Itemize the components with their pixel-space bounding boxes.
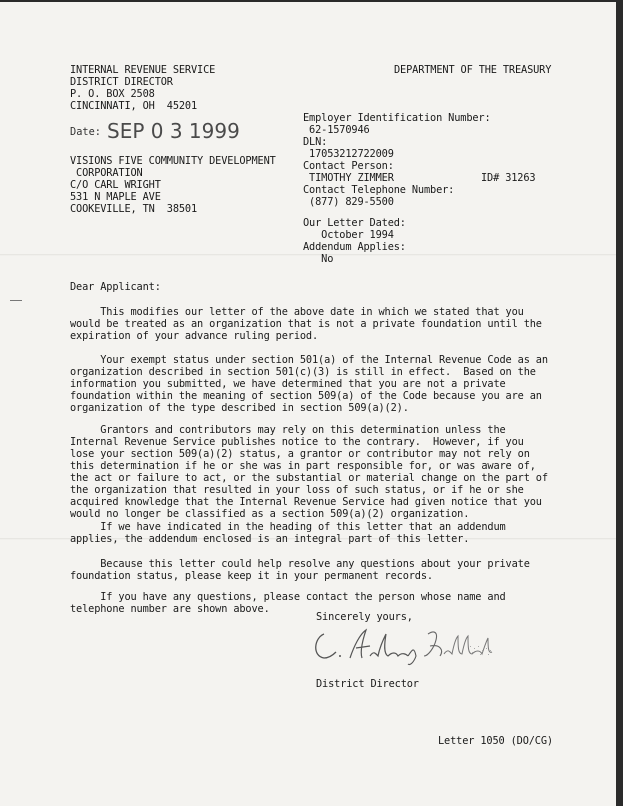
contact-id: ID# 31263	[481, 172, 536, 184]
closing-text: Sincerely yours,	[316, 611, 413, 623]
dln-value: 17053212722009	[303, 148, 394, 160]
sender-line: P. O. BOX 2508	[70, 88, 155, 100]
contact-value: TIMOTHY ZIMMER	[303, 172, 394, 184]
paragraph: This modifies our letter of the above date in which we stated that you would be treated as an organization that is not a private foundation until the expiration of your advance ruling period.	[70, 306, 542, 342]
sender-line: CINCINNATI, OH 45201	[70, 100, 198, 112]
sender-line: INTERNAL REVENUE SERVICE	[70, 64, 216, 76]
letter-page	[0, 2, 616, 806]
date-label: Date:	[70, 126, 101, 138]
recipient-line: CORPORATION	[70, 167, 143, 179]
phone-label: Contact Telephone Number:	[303, 184, 455, 196]
letter-dated-value: October 1994	[303, 229, 394, 241]
paragraph: If we have indicated in the heading of this letter that an addendum applies, the addendum enclosed is an integral part of this letter.	[70, 521, 506, 545]
margin-mark	[10, 300, 22, 301]
dln-label: DLN:	[303, 136, 328, 148]
letter-dated-label: Our Letter Dated:	[303, 217, 406, 229]
salutation: Dear Applicant:	[70, 281, 161, 293]
recipient-line: 531 N MAPLE AVE	[70, 191, 161, 203]
recipient-line: C/O CARL WRIGHT	[70, 179, 161, 191]
addendum-value: No	[303, 253, 334, 265]
paragraph: Your exempt status under section 501(a) of the Internal Revenue Code as an organization described in section 501(c)(3) is still in effect. Based on the information you submitted, we have determined that you are not a private foundation within the meaning of section 509(a) of the Code because you are an organization of the type described in section 509(a)(2).	[70, 354, 548, 414]
contact-label: Contact Person:	[303, 160, 394, 172]
ein-value: 62-1570946	[303, 124, 370, 136]
date-stamp	[70, 116, 240, 143]
signature	[310, 616, 500, 666]
paragraph: Grantors and contributors may rely on this determination unless the Internal Revenue Service publishes notice to the contrary. However, if you lose your section 509(a)(2) status, a grantor or contributor may not rely on this determination if he or she was in part responsible for, or was aware of, the act or failure to act, or the substantial or material change on the part of the organization that resulted in your loss of such status, or if he or she acquired knowledge that the Internal Revenue Service had given notice that you would no longer be classified as a section 509(a)(2) organization.	[70, 424, 548, 520]
addendum-label: Addendum Applies:	[303, 241, 406, 253]
letter-code: Letter 1050 (DO/CG)	[438, 735, 553, 747]
paragraph: If you have any questions, please contact the person whose name and telephone number are shown above.	[70, 591, 506, 615]
recipient-line: COOKEVILLE, TN 38501	[70, 203, 198, 215]
paragraph: Because this letter could help resolve any questions about your private foundation status, please keep it in your permanent records.	[70, 558, 530, 582]
recipient-line: VISIONS FIVE COMMUNITY DEVELOPMENT	[70, 155, 276, 167]
date-value: SEP 0 3 1999	[107, 119, 240, 143]
department-name: DEPARTMENT OF THE TREASURY	[394, 64, 552, 76]
phone-value: (877) 829-5500	[303, 196, 394, 208]
signer-title: District Director	[316, 678, 419, 690]
sender-line: DISTRICT DIRECTOR	[70, 76, 173, 88]
ein-label: Employer Identification Number:	[303, 112, 491, 124]
